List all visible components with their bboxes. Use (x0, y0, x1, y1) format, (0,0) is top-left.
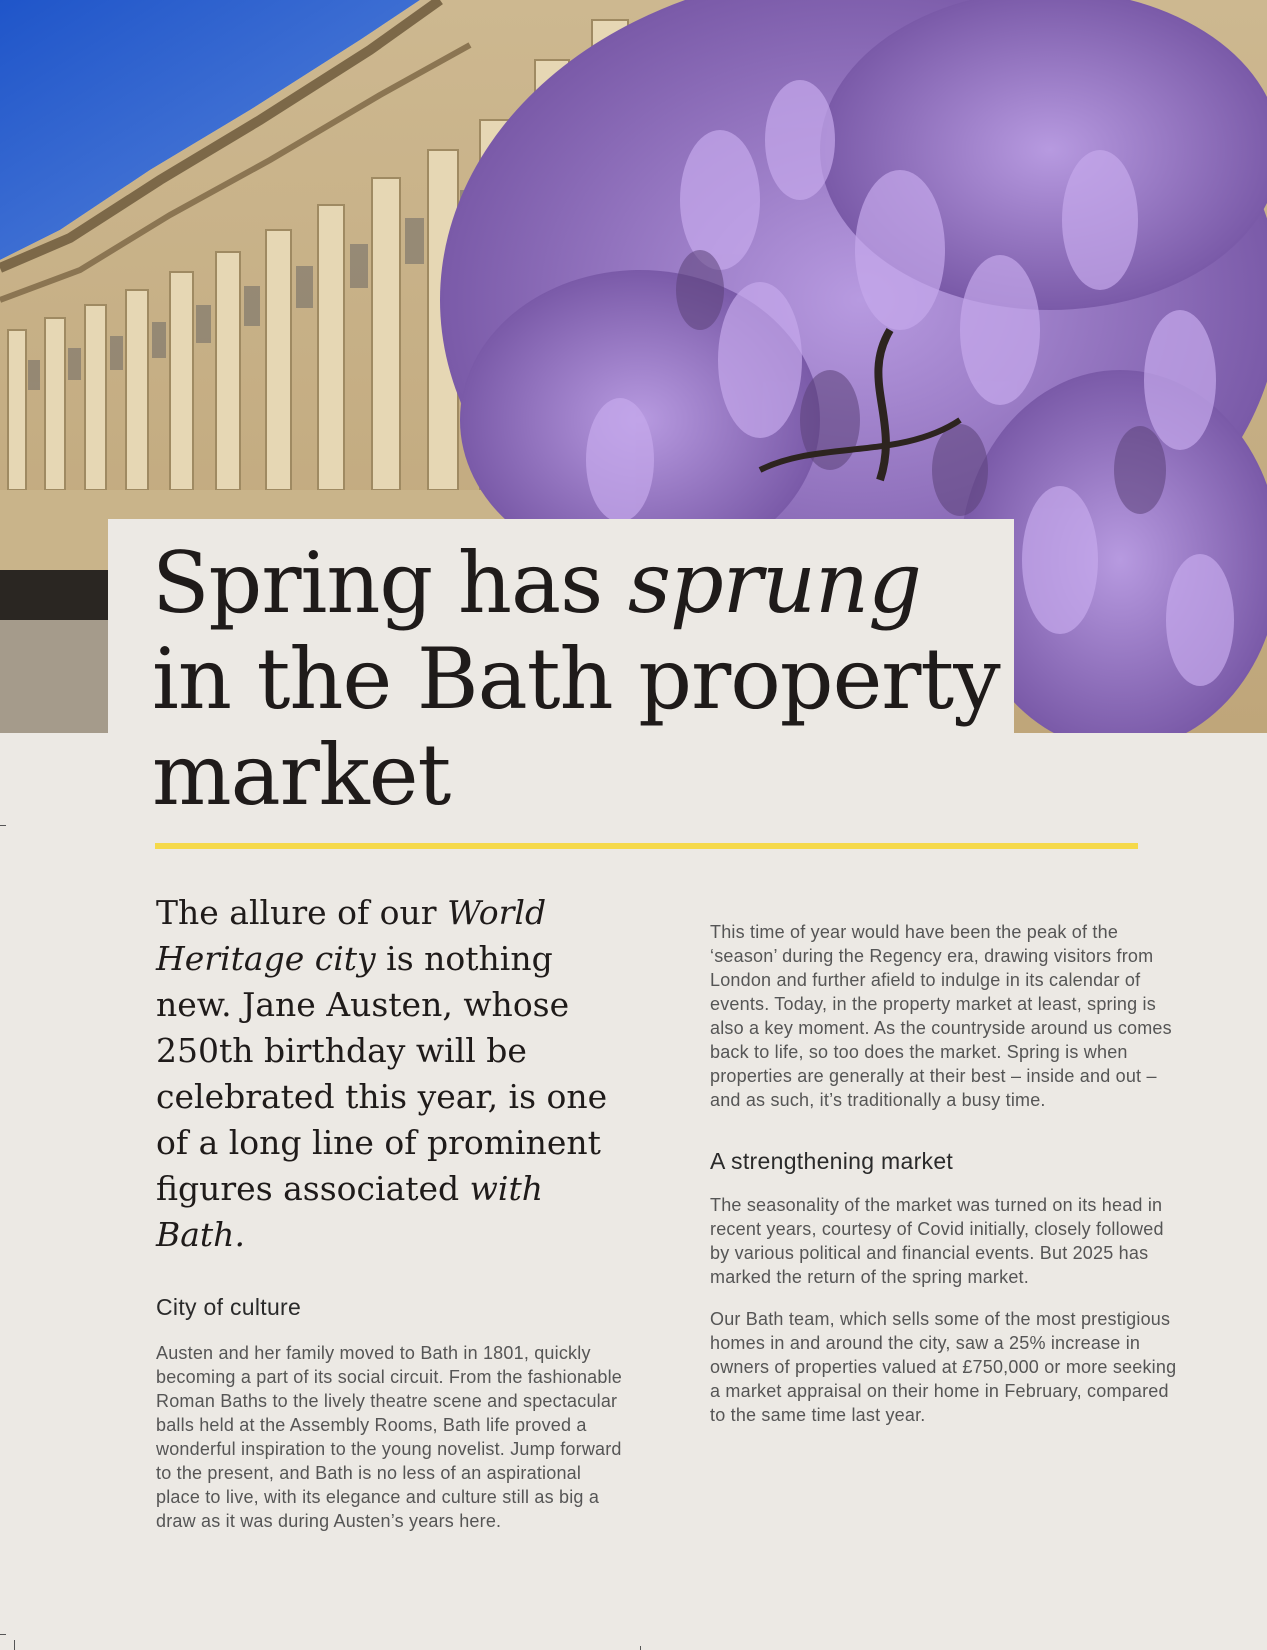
market-paragraph-1: The seasonality of the market was turned on its head in recent years, courtesy of Covid initially, closely followed by various political and financial events. But 2025 has marked the return of the spring market. (710, 1195, 1164, 1287)
section-heading-culture: City of culture (156, 1294, 302, 1320)
crop-mark (0, 825, 6, 826)
right-column (710, 920, 1180, 1427)
article-title: Spring has sprung in the Bath property market (152, 534, 1000, 824)
section-heading-market: A strengthening market (710, 1148, 954, 1174)
left-column (156, 890, 626, 1533)
lead-paragraph: The allure of our World Heritage city is nothing new. Jane Austen, whose 250th birthday will be celebrated this year, is one of a long line of prominent figures associated with Bath. (156, 893, 608, 1254)
crop-mark (14, 1640, 15, 1650)
accent-divider (155, 843, 1138, 849)
crop-mark (640, 1646, 641, 1650)
season-paragraph: This time of year would have been the peak of the ‘season’ during the Regency era, drawing visitors from London and further afield to indulge in its calendar of events. Today, in the property market at least, spring is also a key moment. As the countryside around us comes back to life, so too does the market. Spring is when properties are generally at their best – inside and out – and as such, it’s traditionally a busy time. (710, 922, 1172, 1110)
market-paragraph-2: Our Bath team, which sells some of the most prestigious homes in and around the city, saw a 25% increase in owners of properties valued at £750,000 or more seeking a market appraisal on their home in February, compared to the same time last year. (710, 1309, 1177, 1425)
crop-mark (0, 1634, 6, 1635)
culture-paragraph: Austen and her family moved to Bath in 1801, quickly becoming a part of its social circuit. From the fashionable Roman Baths to the lively theatre scene and spectacular balls held at the Assembly Rooms, Bath life proved a wonderful inspiration to the young novelist. Jump forward to the present, and Bath is no less of an aspirational place to live, with its elegance and culture still as big a draw as it was during Austen’s years here. (156, 1343, 623, 1531)
